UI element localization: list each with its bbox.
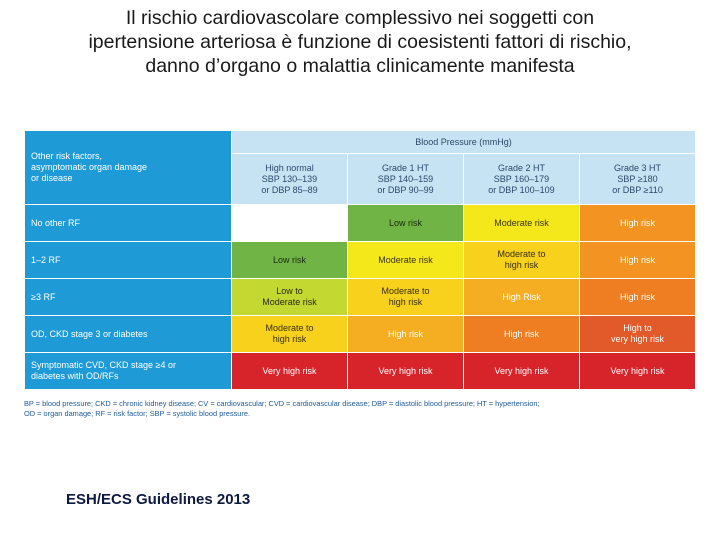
table-row (25, 279, 696, 316)
row-label: Symptomatic CVD, CKD stage ≥4 or diabetes with OD/RFs (25, 353, 232, 390)
grade-header-high-normal: High normal SBP 130–139 or DBP 85–89 (232, 154, 348, 205)
risk-cell: Moderate risk (464, 205, 580, 242)
risk-cell: High risk (348, 316, 464, 353)
risk-cell: High risk (580, 279, 696, 316)
risk-cell: Very high risk (232, 353, 348, 390)
slide-title (0, 6, 720, 78)
risk-cell: Very high risk (348, 353, 464, 390)
table-footnote (24, 399, 704, 419)
risk-cell: High to very high risk (580, 316, 696, 353)
footnote-line-1: BP = blood pressure; CKD = chronic kidney disease; CV = cardiovascular; CVD = cardiovascular disease; DBP = diastolic blood pressure; HT = hypertension; (24, 399, 540, 408)
risk-cell: Very high risk (464, 353, 580, 390)
title-line-2: ipertensione arteriosa è funzione di coesistenti fattori di rischio, (88, 31, 632, 53)
table-row (25, 316, 696, 353)
bp-header: Blood Pressure (mmHg) (232, 131, 696, 154)
risk-cell: Moderate risk (348, 242, 464, 279)
table-row (25, 205, 696, 242)
risk-cell: High Risk (464, 279, 580, 316)
title-line-1: Il rischio cardiovascolare complessivo nei soggetti con (125, 7, 595, 29)
table-row (25, 242, 696, 279)
risk-table (24, 130, 696, 390)
risk-cell: High risk (580, 242, 696, 279)
title-line-3: danno d’organo o malattia clinicamente manifesta (145, 55, 575, 77)
source-citation: ESH/ECS Guidelines 2013 (66, 491, 251, 508)
row-label: 1–2 RF (25, 242, 232, 279)
row-label: ≥3 RF (25, 279, 232, 316)
risk-cell (232, 205, 348, 242)
table-row (25, 353, 696, 390)
risk-cell: Moderate to high risk (348, 279, 464, 316)
risk-cell: Low to Moderate risk (232, 279, 348, 316)
risk-cell: Very high risk (580, 353, 696, 390)
grade-header-grade3: Grade 3 HT SBP ≥180 or DBP ≥110 (580, 154, 696, 205)
risk-cell: High risk (464, 316, 580, 353)
row-label: No other RF (25, 205, 232, 242)
grade-header-grade2: Grade 2 HT SBP 160–179 or DBP 100–109 (464, 154, 580, 205)
grade-header-grade1: Grade 1 HT SBP 140–159 or DBP 90–99 (348, 154, 464, 205)
risk-cell: Low risk (348, 205, 464, 242)
risk-cell: Moderate to high risk (464, 242, 580, 279)
risk-cell: Low risk (232, 242, 348, 279)
risk-cell: High risk (580, 205, 696, 242)
row-label: OD, CKD stage 3 or diabetes (25, 316, 232, 353)
footnote-line-2: OD = organ damage; RF = risk factor; SBP = systolic blood pressure. (24, 409, 250, 418)
corner-label: Other risk factors, asymptomatic organ damage or disease (25, 131, 232, 205)
risk-cell: Moderate to high risk (232, 316, 348, 353)
